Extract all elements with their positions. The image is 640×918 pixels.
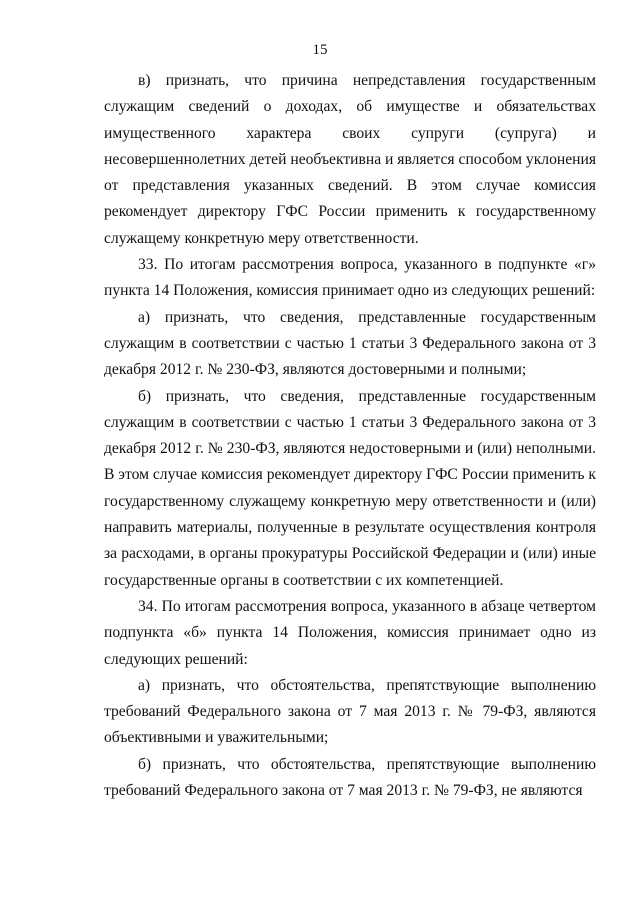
paragraph-33-b: б) признать, что сведения, представленные государственным служащим в соответствии с частью 1 статьи 3 Федерального закона от 3 декабря 2012 г. № 230-ФЗ, являются недостоверными и (или) неполными. В этом случае комиссия рекомендует директору ГФС России применить к государственному служащему конкретную меру ответственности и (или) направить материалы, полученные в результате осуществления контроля за расходами, в органы прокуратуры Российской Федерации и (или) иные государственные органы в соответствии с их компетенцией. xyxy=(104,387,596,589)
paragraph-item-v-conclusion: в) признать, что причина непредставления государственным служащим сведений о доходах, об имуществе и обязательствах имущественного характера своих супруги (супруга) и несовершеннолетних детей необъективна и является способом уклонения от представления указанных сведений. В этом случае комиссия рекомендует директору ГФС России применить к государственному служащему конкретную меру ответственности. xyxy=(104,72,596,247)
paragraph-34-intro: 34. По итогам рассмотрения вопроса, указанного в абзаце четвертом подпункта «б» пункта 14 Положения, комиссия принимает одно из следующих решений: xyxy=(104,597,596,668)
paragraph-34-a: а) признать, что обстоятельства, препятствующие выполнению требований Федерального закона от 7 мая 2013 г. № 79-ФЗ, являются объективными и уважительными; xyxy=(104,676,596,747)
paragraph-33-a: а) признать, что сведения, представленные государственным служащим в соответствии с частью 1 статьи 3 Федерального закона от 3 декабря 2012 г. № 230-ФЗ, являются достоверными и полными; xyxy=(104,308,596,379)
paragraph-33-intro: 33. По итогам рассмотрения вопроса, указанного в подпункте «г» пункта 14 Положения, комиссия принимает одно из следующих решений: xyxy=(104,256,596,300)
document-body xyxy=(104,68,596,804)
paragraph-34-b: б) признать, что обстоятельства, препятствующие выполнению требований Федерального закона от 7 мая 2013 г. № 79-ФЗ, не являются xyxy=(104,755,596,800)
page-number: 15 xyxy=(312,42,328,58)
